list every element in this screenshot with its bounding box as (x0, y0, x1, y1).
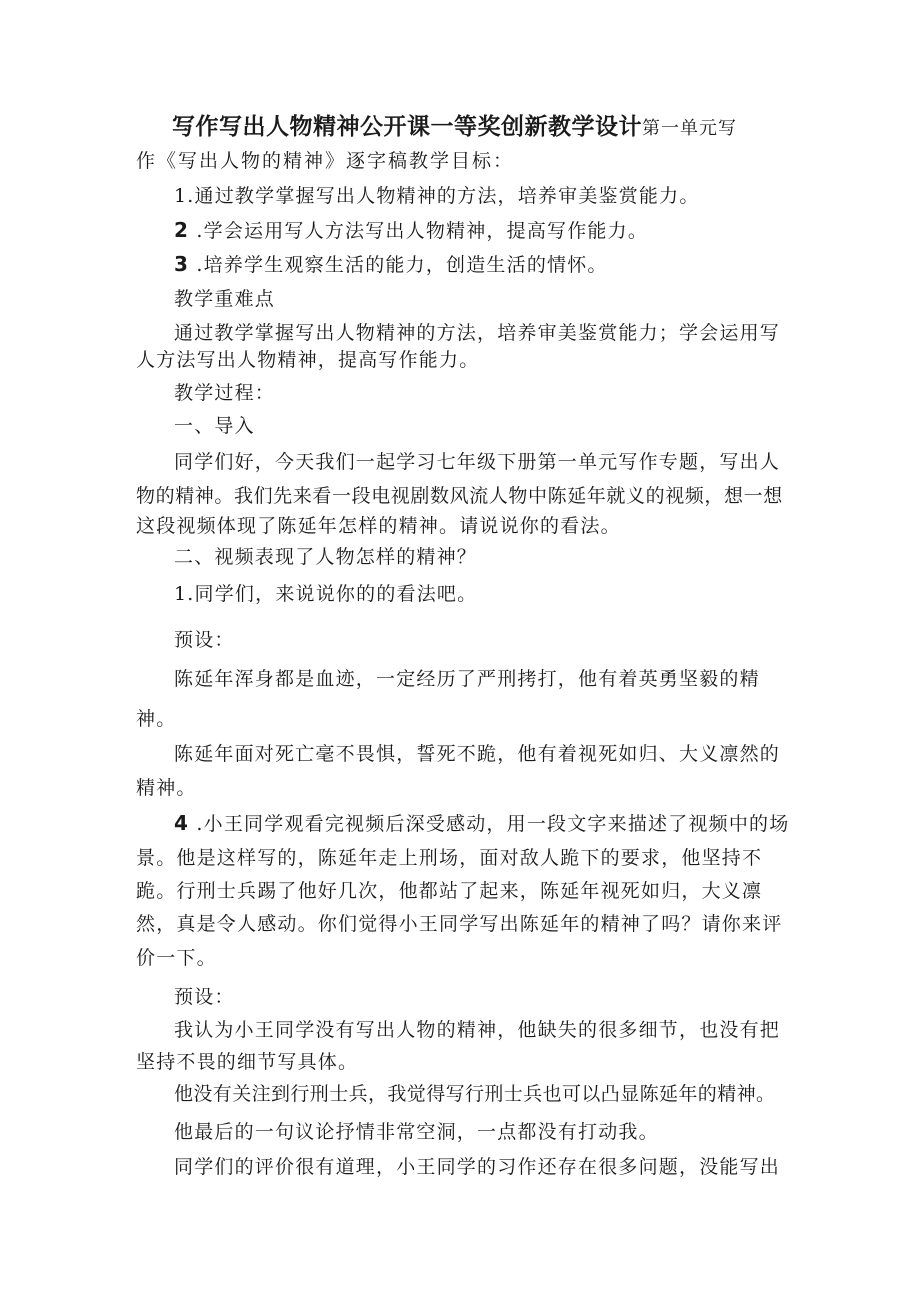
evaluation-1-line-2: 坚持不畏的细节写具体。 (136, 1051, 359, 1073)
goal-3 (174, 252, 608, 277)
evaluation-2: 他没有关注到行刑士兵，我觉得写行刑士兵也可以凸显陈延年的精神。 (174, 1083, 776, 1105)
key-points-heading: 教学重难点 (174, 288, 276, 310)
answer-1-line-2: 神。 (136, 708, 177, 730)
question-4-line-1 (174, 811, 789, 836)
intro-line-2: 物的精神。我们先来看一段电视剧数风流人物中陈延年就义的视频，想一想 (136, 485, 783, 507)
goal-3-number: 3 (174, 252, 190, 276)
title-line-2: 作《写出人物的精神》逐字稿教学目标： (136, 150, 515, 172)
preset-label-1: 预设： (174, 629, 235, 651)
goal-2-number: 2 (174, 218, 190, 242)
question-4-line-3: 跪。行刑士兵踢了他好几次，他都站了起来，陈延年视死如归，大义凛 (136, 880, 763, 902)
question-4-number: 4 (174, 811, 190, 835)
goal-3-text: .培养学生观察生活的能力，创造生活的情怀。 (196, 254, 608, 276)
goal-2 (174, 218, 648, 243)
evaluation-4: 同学们的评价很有道理，小王同学的习作还存在很多问题，没能写出 (174, 1156, 781, 1178)
title-suffix: 第一单元写 (642, 118, 737, 139)
intro-line-1: 同学们好，今天我们一起学习七年级下册第一单元写作专题，写出人 (174, 451, 781, 473)
question-1: 1.同学们，来说说你的的看法吧。 (174, 583, 478, 605)
question-4-text: .小王同学观看完视频后深受感动，用一段文字来描述了视频中的场 (196, 813, 790, 835)
section-2-heading: 二、视频表现了人物怎样的精神？ (174, 546, 478, 568)
document-title: 写作写出人物精神公开课一等奖创新教学设计 (172, 114, 642, 140)
key-points-line-2: 人方法写出人物精神，提高写作能力。 (136, 349, 480, 371)
evaluation-3: 他最后的一句议论抒情非常空洞，一点都没有打动我。 (174, 1121, 659, 1143)
answer-1-line-1: 陈延年浑身都是血迹，一定经历了严刑拷打，他有着英勇坚毅的精 (174, 668, 760, 690)
answer-2-line-2: 精神。 (136, 777, 197, 799)
title-line-1 (172, 115, 737, 141)
evaluation-1-line-1: 我认为小王同学没有写出人物的精神，他缺失的很多细节，也没有把 (174, 1019, 781, 1041)
process-heading: 教学过程： (174, 382, 276, 404)
answer-2-line-1: 陈延年面对死亡毫不畏惧，誓死不跪，他有着视死如归、大义凛然的 (174, 743, 781, 765)
goal-2-text: .学会运用写人方法写出人物精神，提高写作能力。 (196, 220, 649, 242)
question-4-line-4: 然，真是令人感动。你们觉得小王同学写出陈延年的精神了吗？请你来评 (136, 913, 783, 935)
preset-label-2: 预设： (174, 986, 235, 1008)
intro-line-3: 这段视频体现了陈延年怎样的精神。请说说你的看法。 (136, 515, 621, 537)
goal-1: 1.通过教学掌握写出人物精神的方法，培养审美鉴赏能力。 (174, 185, 700, 207)
question-4-line-2: 景。他是这样写的，陈延年走上刑场，面对敌人跪下的要求，他坚持不 (136, 847, 763, 869)
question-4-line-5: 价一下。 (136, 947, 217, 969)
section-1-heading: 一、导入 (174, 415, 255, 437)
key-points-line-1: 通过教学掌握写出人物精神的方法，培养审美鉴赏能力；学会运用写 (174, 322, 781, 344)
